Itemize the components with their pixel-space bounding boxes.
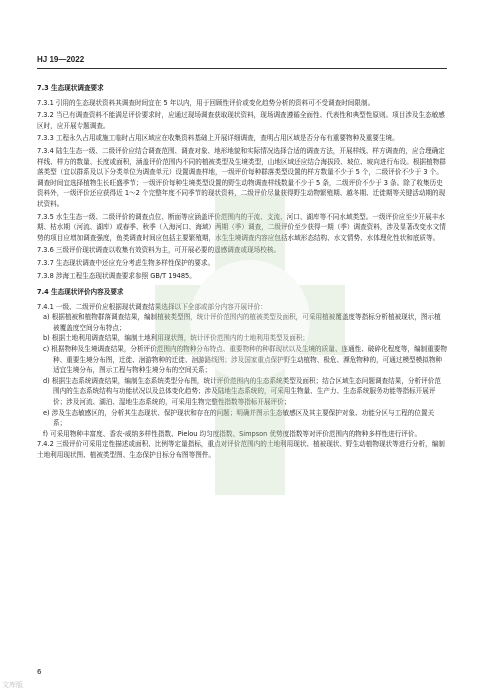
section-title-7-4: 7.4 生态现状评价内容及要求	[37, 288, 124, 297]
standard-code: HJ 19—2022	[37, 55, 85, 64]
para-7-3-6: 7.3.6 三级评价现状调查以收集有效资料为主，可开展必要的遥感调查或现场校核。	[37, 246, 281, 255]
header-rule	[37, 68, 447, 69]
list-item-f: f) 可采用物种丰富度、香农-威纳多样性指数、Pielou 均匀度指数、Simpson 优势度指数等对评价范围内的物种多样性进行评价。	[43, 429, 422, 438]
para-7-3-7: 7.3.7 生态现状调查中还应充分考虑生物多样性保护的要求。	[37, 258, 215, 267]
para-7-3-2: 7.3.2 当已有调查资料不能满足评价要求时，应通过现场调查获取现状资料，现场调查遵循全面性、代表性和典型性原则。项目涉及生态敏感区时，应开展专题调查。	[37, 111, 445, 130]
list-item-d: d) 根据生态系统调查结果，编制生态系统类型分布图，统计评价范围内的生态系统类型及面积；结合区域生态问题调查结果，分析评价范围内的生态系统结构与功能状况以及总体变化趋势；涉及陆地生态系统的，可采用生物量、生产力、生态系统服务功能等指标开展评价；涉及河流、湖泊、湿地生态系统的，可采用生物完整性指数等指标开展评价；	[43, 376, 441, 407]
para-7-3-1: 7.3.1 引用的生态现状资料其调查时间宜在 5 年以内，用于回顾性评价或变化趋势分析的资料可不受调查时间限制。	[37, 98, 375, 107]
para-7-4-2: 7.4.2 三级评价可采用定性描述或面积、比例等定量指标，重点对评价范围内的土地利用现状、植被现状、野生动植物现状等进行分析，编制土地利用现状图、植被类型图、生态保护目标分布图等图件。	[37, 440, 445, 459]
section-title-7-3: 7.3 生态现状调查要求	[37, 84, 104, 92]
list-item-e: e) 涉及生态敏感区的，分析其生态现状、保护现状和存在的问题；明确并图示生态敏感区及其主要保护对象、功能分区与工程的位置关系；	[43, 408, 435, 428]
page-number: 6	[37, 668, 42, 676]
para-7-3-4: 7.3.4 陆生生态一级、二级评价应结合调查范围、调查对象、地形地貌和实际情况选择合适的调查方法，开展样线、样方调查的，应合理确定样线、样方的数量、长度或面积，涵盖评价范围内不同的植被类型及生境类型，山地区域还应结合海拔段、坡位、坡向进行布设。根据植物群落类型（宜以群系及以下分类单位为调查单元）设置调查样地，一级评价每种群落类型设置的样方数量不少于 5 个，二级评价不少于 3 个。调查时间宜选择植物生长旺盛季节；一级评价每种生境类型设置的野生动物调查样线数量不少于 5 条，二级评价不少于 3 条。除了收集历史资料外，一级评价还应获得近 1～2 个完整年度不同季节的现状资料，二级评价尽量获得野生动物繁殖期、越冬期、迁徙期等关键活动期的现状资料。	[37, 146, 446, 208]
para-7-3-5: 7.3.5 水生生态一级、二级评价的调查点位、断面等应涵盖评价范围内的干流、支流、河口、湖库等不同水域类型。一级评价应至少开展丰水期、枯水期（河流、湖库）或春季、秋季（入海河口、海域）两期（季）调查，二级评价至少获得一期（季）调查资料，涉及显著改变水文情势的项目应增加调查强度，鱼类调查时间应包括主要繁殖期，水生生境调查内容应包括水域形态结构、水文情势、水体理化性状和底质等。	[37, 212, 446, 242]
list-item-a: a) 根据植被和植物群落调查结果，编制植被类型图，统计评价范围内的植被类型及面积，可采用植被覆盖度等指标分析植被现状，图示植被覆盖度空间分布特点；	[43, 313, 441, 332]
document-body	[37, 80, 447, 463]
para-7-3-8: 7.3.8 涉海工程生态现状调查要求参照 GB/T 19485。	[37, 271, 196, 280]
list-item-b: b) 根据土地利用调查结果，编制土地利用现状图，统计评价范围内的土地利用类型及面积；	[43, 334, 310, 343]
footer-watermark-text: 文库版	[2, 681, 23, 689]
para-7-3-3: 7.3.3 工程永久占用或施工临时占用区域应在收集资料基础上开展详细调查，查明占用区域是否分布有重要物种及重要生境。	[37, 134, 399, 143]
list-item-c: c) 根据物种及生境调查结果，分析评价范围内的物种分布特点、重要物种的种群现状以及生境的质量、连通性、破碎化程度等，编制重要物种、重要生境分布图，迁徙、洄游物种的迁徙、洄游路线图；涉及国家重点保护野生动植物、极危、濒危物种的，可通过模型模拟物种适宜生境分布，图示工程与物种生境分布的空间关系；	[43, 345, 447, 375]
para-7-4-1: 7.4.1 一级、二级评价应根据现状调查结果选择以下全部或部分内容开展评价：	[37, 302, 267, 311]
